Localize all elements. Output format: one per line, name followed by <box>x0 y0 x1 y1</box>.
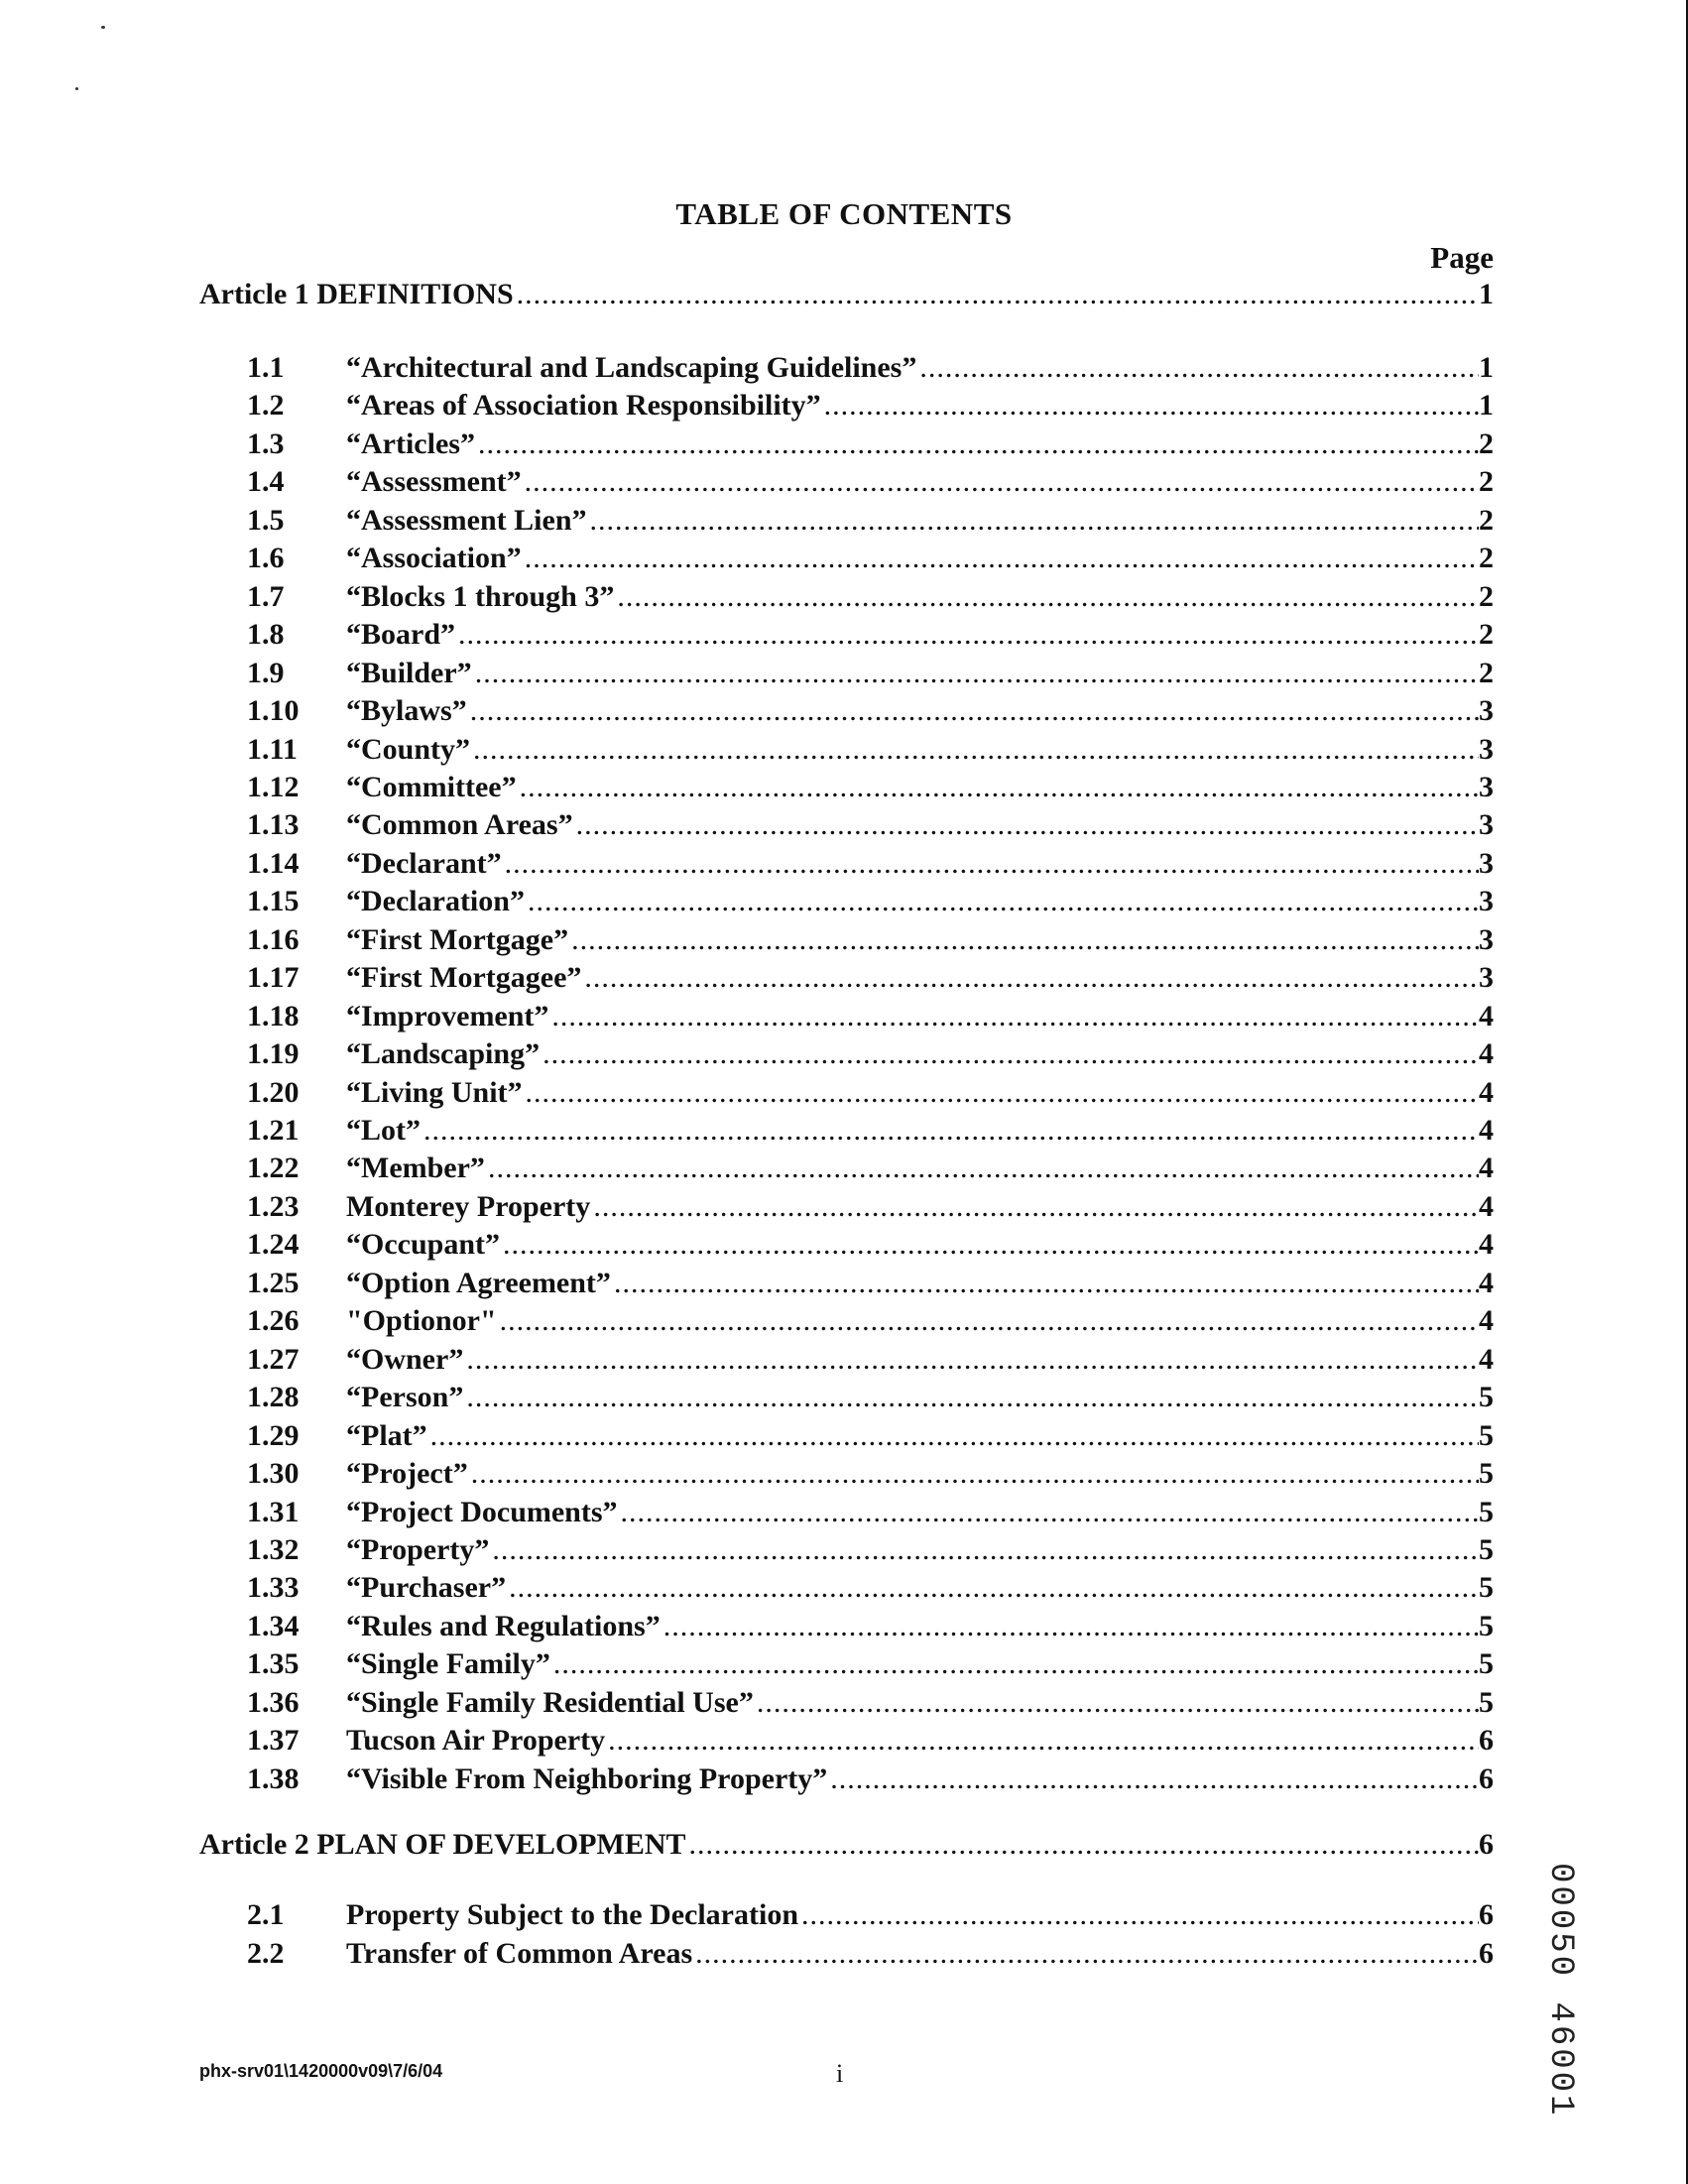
toc-section-entry <box>0 1647 1688 1685</box>
section-number: 1.19 <box>247 1037 300 1070</box>
dot-leader <box>824 389 1479 423</box>
section-number: 1.9 <box>247 657 285 689</box>
toc-section-entry <box>0 1076 1688 1114</box>
toc-section-entry <box>0 1152 1688 1189</box>
dot-leader <box>689 1828 1479 1862</box>
toc-section-entry <box>0 657 1688 694</box>
section-number: 1.3 <box>247 427 285 460</box>
section-page: 5 <box>1479 1533 1494 1566</box>
section-page: 4 <box>1479 1228 1494 1261</box>
section-title: "Optionor" <box>346 1304 497 1337</box>
dot-leader <box>430 1419 1479 1453</box>
dot-leader <box>528 885 1479 918</box>
section-number: 1.1 <box>247 351 285 384</box>
section-title: Monterey Property <box>346 1190 591 1223</box>
toc-section-entry <box>0 351 1688 389</box>
toc-section-entry <box>0 1190 1688 1228</box>
dot-leader <box>593 1190 1479 1224</box>
dot-leader <box>488 1152 1479 1185</box>
section-title: “Member” <box>346 1152 485 1184</box>
section-page: 4 <box>1479 1037 1494 1070</box>
section-page: 6 <box>1479 1898 1494 1931</box>
section-number: 1.5 <box>247 504 285 537</box>
section-title: “Purchaser” <box>346 1571 507 1604</box>
section-page: 5 <box>1479 1381 1494 1413</box>
dot-leader <box>608 1724 1479 1758</box>
toc-section-entry <box>0 1343 1688 1381</box>
section-page: 5 <box>1479 1419 1494 1452</box>
section-number: 1.11 <box>247 733 298 766</box>
scan-speck <box>75 87 78 90</box>
toc-section-entry <box>0 808 1688 846</box>
toc-section-entry <box>0 733 1688 771</box>
section-title: “Association” <box>346 542 522 574</box>
section-title: “Improvement” <box>346 1000 549 1032</box>
toc-section-entry <box>0 504 1688 542</box>
toc-section-entry <box>0 1457 1688 1495</box>
section-title: “Rules and Regulations” <box>346 1610 661 1642</box>
section-number: 1.37 <box>247 1724 300 1757</box>
section-number: 1.26 <box>247 1304 300 1337</box>
section-number: 1.31 <box>247 1496 300 1528</box>
section-page: 2 <box>1479 504 1494 537</box>
dot-leader <box>466 1381 1479 1414</box>
dot-leader <box>520 771 1479 804</box>
footer-doc-id: phx-srv01\1420000v09\7/6/04 <box>199 2061 443 2081</box>
dot-leader <box>621 1496 1479 1529</box>
section-title: “Declaration” <box>346 885 525 917</box>
section-page: 2 <box>1479 465 1494 498</box>
section-title: “Board” <box>346 618 456 651</box>
article-title: Article 2 PLAN OF DEVELOPMENT <box>199 1828 686 1861</box>
section-title: “Owner” <box>346 1343 464 1376</box>
dot-leader <box>505 847 1479 881</box>
section-number: 1.16 <box>247 923 300 956</box>
section-page: 3 <box>1479 847 1494 880</box>
section-title: “Architectural and Landscaping Guidelines” <box>346 351 917 384</box>
section-title: “Landscaping” <box>346 1037 541 1070</box>
section-page: 3 <box>1479 694 1494 727</box>
section-number: 1.6 <box>247 542 285 574</box>
dot-leader <box>617 580 1479 614</box>
toc-section-entry <box>0 694 1688 732</box>
section-title: Transfer of Common Areas <box>346 1937 693 1970</box>
toc-section-entry <box>0 580 1688 618</box>
dot-leader <box>500 1304 1479 1338</box>
section-title: “Single Family” <box>346 1647 550 1680</box>
section-page: 2 <box>1479 542 1494 574</box>
dot-leader <box>470 694 1479 728</box>
section-number: 1.10 <box>247 694 300 727</box>
section-page: 3 <box>1479 808 1494 841</box>
section-page: 5 <box>1479 1457 1494 1490</box>
section-number: 1.12 <box>247 771 300 803</box>
dot-leader <box>695 1937 1479 1971</box>
toc-section-entry <box>0 961 1688 999</box>
dot-leader <box>614 1267 1479 1300</box>
toc-article-entry <box>0 278 1688 315</box>
dot-leader <box>590 504 1479 538</box>
toc-section-entry <box>0 1937 1688 1975</box>
section-number: 1.8 <box>247 618 285 651</box>
section-title: “Declarant” <box>346 847 502 880</box>
section-page: 6 <box>1479 1724 1494 1757</box>
dot-leader <box>830 1762 1479 1796</box>
section-title: “Common Areas” <box>346 808 573 841</box>
section-title: “Person” <box>346 1381 464 1413</box>
section-title: “Living Unit” <box>346 1076 523 1109</box>
section-number: 1.27 <box>247 1343 300 1376</box>
section-page: 4 <box>1479 1152 1494 1184</box>
section-number: 1.17 <box>247 961 300 994</box>
dot-leader <box>576 808 1479 842</box>
dot-leader <box>423 1114 1479 1148</box>
toc-section-entry <box>0 618 1688 656</box>
section-number: 2.2 <box>247 1937 285 1970</box>
section-title: “Assessment Lien” <box>346 504 587 537</box>
dot-leader <box>525 465 1479 499</box>
dot-leader <box>801 1898 1479 1932</box>
section-title: “Project Documents” <box>346 1496 618 1528</box>
section-title: Tucson Air Property <box>346 1724 606 1757</box>
toc-section-entry <box>0 1381 1688 1418</box>
section-title: “County” <box>346 733 471 766</box>
section-title: “Single Family Residential Use” <box>346 1686 754 1719</box>
section-number: 1.21 <box>247 1114 300 1147</box>
footer-page-number: i <box>836 2059 844 2088</box>
toc-section-entry <box>0 1037 1688 1075</box>
section-number: 1.30 <box>247 1457 300 1490</box>
section-page: 3 <box>1479 885 1494 917</box>
section-page: 2 <box>1479 427 1494 460</box>
section-page: 3 <box>1479 923 1494 956</box>
dot-leader <box>525 542 1479 575</box>
section-title: “Occupant” <box>346 1228 501 1261</box>
toc-section-entry <box>0 1686 1688 1724</box>
dot-leader <box>475 657 1479 690</box>
dot-leader <box>526 1076 1479 1110</box>
article-title: Article 1 DEFINITIONS <box>199 278 514 310</box>
toc-section-entry <box>0 542 1688 579</box>
section-title: “First Mortgagee” <box>346 961 582 994</box>
dot-leader <box>517 278 1479 311</box>
toc-section-entry <box>0 1419 1688 1457</box>
section-page: 5 <box>1479 1647 1494 1680</box>
section-page: 6 <box>1479 1937 1494 1970</box>
section-number: 1.23 <box>247 1190 300 1223</box>
toc-section-entry <box>0 771 1688 808</box>
toc-section-entry <box>0 847 1688 885</box>
section-title: “Builder” <box>346 657 472 689</box>
section-page: 2 <box>1479 618 1494 651</box>
toc-section-entry <box>0 1571 1688 1609</box>
section-number: 1.7 <box>247 580 285 613</box>
section-title: “Articles” <box>346 427 475 460</box>
section-page: 5 <box>1479 1571 1494 1604</box>
section-page: 4 <box>1479 1343 1494 1376</box>
dot-leader <box>492 1533 1479 1567</box>
section-number: 1.32 <box>247 1533 300 1566</box>
section-number: 1.28 <box>247 1381 300 1413</box>
section-title: “Plat” <box>346 1419 427 1452</box>
section-page: 4 <box>1479 1267 1494 1299</box>
section-page: 5 <box>1479 1610 1494 1642</box>
article-page: 1 <box>1479 278 1494 310</box>
section-title: “Bylaws” <box>346 694 467 727</box>
section-number: 1.15 <box>247 885 300 917</box>
toc-section-entry <box>0 885 1688 922</box>
toc-section-entry <box>0 1533 1688 1571</box>
section-number: 1.34 <box>247 1610 300 1642</box>
section-page: 2 <box>1479 580 1494 613</box>
section-number: 1.2 <box>247 389 285 422</box>
toc-article-entry <box>0 1828 1688 1866</box>
dot-leader <box>757 1686 1479 1720</box>
section-page: 4 <box>1479 1114 1494 1147</box>
toc-title: TABLE OF CONTENTS <box>675 196 1013 231</box>
section-title: “Assessment” <box>346 465 522 498</box>
section-title: “Blocks 1 through 3” <box>346 580 615 613</box>
dot-leader <box>509 1571 1479 1605</box>
section-page: 5 <box>1479 1686 1494 1719</box>
toc-section-entry <box>0 1114 1688 1152</box>
dot-leader <box>466 1343 1479 1377</box>
article-page: 6 <box>1479 1828 1494 1861</box>
section-page: 2 <box>1479 657 1494 689</box>
dot-leader <box>543 1037 1479 1071</box>
section-title: “Property” <box>346 1533 490 1566</box>
toc-section-entry <box>0 1724 1688 1761</box>
toc-section-entry <box>0 389 1688 426</box>
section-title: “Visible From Neighboring Property” <box>346 1762 828 1795</box>
dot-leader <box>458 618 1479 652</box>
toc-section-entry <box>0 1000 1688 1037</box>
dot-leader <box>553 1647 1479 1681</box>
section-number: 1.35 <box>247 1647 300 1680</box>
section-page: 5 <box>1479 1496 1494 1528</box>
toc-section-entry <box>0 923 1688 961</box>
dot-leader <box>503 1228 1479 1262</box>
section-page: 3 <box>1479 961 1494 994</box>
section-page: 4 <box>1479 1076 1494 1109</box>
section-page: 3 <box>1479 771 1494 803</box>
toc-section-entry <box>0 1228 1688 1266</box>
section-page: 6 <box>1479 1762 1494 1795</box>
section-page: 4 <box>1479 1304 1494 1337</box>
section-page: 1 <box>1479 389 1494 422</box>
section-number: 1.18 <box>247 1000 300 1032</box>
section-number: 1.38 <box>247 1762 300 1795</box>
dot-leader <box>571 923 1479 957</box>
section-number: 1.33 <box>247 1571 300 1604</box>
section-number: 1.29 <box>247 1419 300 1452</box>
section-page: 4 <box>1479 1000 1494 1032</box>
section-title: “Lot” <box>346 1114 421 1147</box>
section-title: “First Mortgage” <box>346 923 569 956</box>
section-page: 3 <box>1479 733 1494 766</box>
dot-leader <box>471 1457 1479 1491</box>
section-number: 1.24 <box>247 1228 300 1261</box>
scan-speck <box>101 26 105 29</box>
section-title: “Option Agreement” <box>346 1267 611 1299</box>
dot-leader <box>584 961 1479 995</box>
section-title: “Areas of Association Responsibility” <box>346 389 821 422</box>
section-number: 1.14 <box>247 847 300 880</box>
section-number: 1.13 <box>247 808 300 841</box>
side-stamp: 00050 46001 <box>1541 1863 1579 2119</box>
dot-leader <box>919 351 1479 385</box>
section-title: “Committee” <box>346 771 517 803</box>
toc-section-entry <box>0 1496 1688 1533</box>
section-number: 2.1 <box>247 1898 285 1931</box>
toc-section-entry <box>0 1762 1688 1800</box>
toc-section-entry <box>0 1898 1688 1936</box>
dot-leader <box>473 733 1479 767</box>
section-title: “Project” <box>346 1457 468 1490</box>
section-number: 1.4 <box>247 465 285 498</box>
section-number: 1.22 <box>247 1152 300 1184</box>
toc-section-entry <box>0 1610 1688 1647</box>
section-title: Property Subject to the Declaration <box>346 1898 799 1931</box>
section-number: 1.20 <box>247 1076 300 1109</box>
dot-leader <box>551 1000 1479 1033</box>
toc-section-entry <box>0 465 1688 503</box>
page-column-label: Page <box>1430 240 1494 275</box>
dot-leader <box>478 427 1479 461</box>
section-page: 4 <box>1479 1190 1494 1223</box>
dot-leader <box>663 1610 1479 1643</box>
toc-section-entry <box>0 1304 1688 1342</box>
section-page: 1 <box>1479 351 1494 384</box>
section-number: 1.25 <box>247 1267 300 1299</box>
section-number: 1.36 <box>247 1686 300 1719</box>
toc-section-entry <box>0 1267 1688 1304</box>
toc-section-entry <box>0 427 1688 465</box>
